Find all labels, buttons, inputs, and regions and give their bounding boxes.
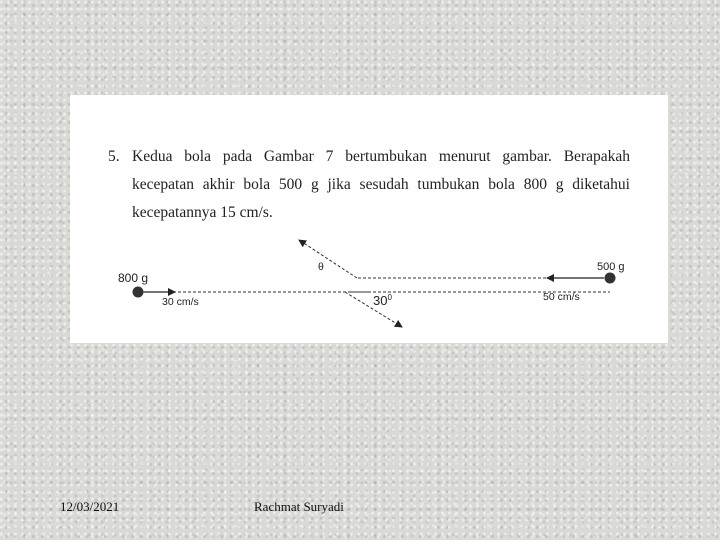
- label-mass-left: 800 g: [118, 271, 149, 285]
- trajectory-up-left: [299, 240, 357, 278]
- label-speed-right: 50 cm/s: [543, 291, 580, 303]
- problem-number: 5.: [108, 148, 120, 165]
- ball-left: [133, 287, 144, 298]
- problem-image: [70, 95, 668, 343]
- label-mass-right: 500 g: [597, 261, 625, 273]
- ball-right: [605, 273, 616, 284]
- label-angle-30: $30^0$: [373, 293, 392, 308]
- label-speed-left: 30 cm/s: [162, 296, 199, 308]
- footer-date: 12/03/2021: [60, 499, 120, 514]
- footer-author: Rachmat Suryadi: [254, 499, 344, 514]
- collision-diagram: [70, 95, 668, 343]
- problem-text: Kedua bola pada Gambar 7 bertumbukan menurut gambar. Berapakah kecepatan akhir bola 500 g jika sesudah tumbukan bola 800 g diketahui kecepatannya 15 cm/s.: [132, 148, 630, 221]
- label-angle-theta: θ: [318, 261, 324, 273]
